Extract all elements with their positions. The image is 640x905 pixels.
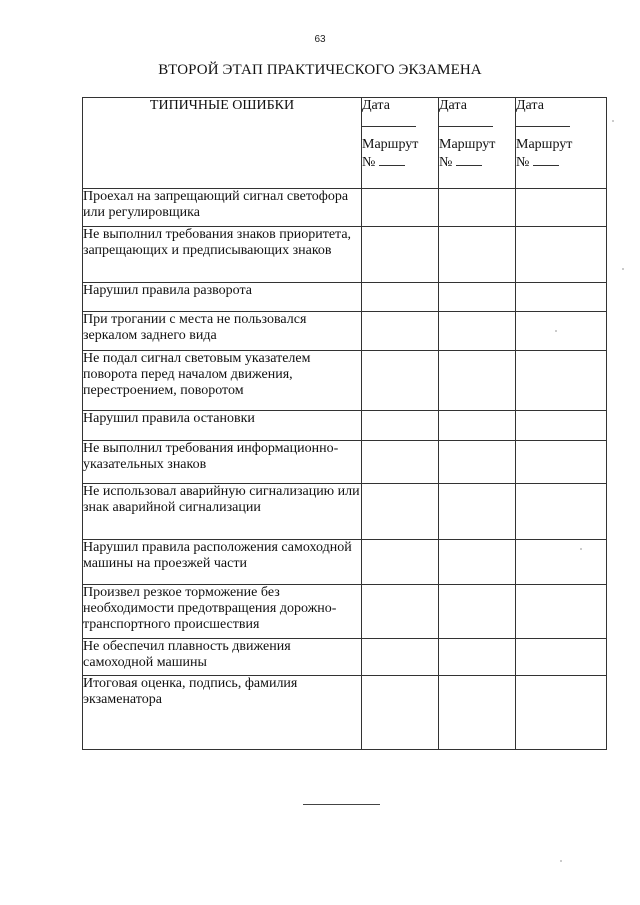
date-label: Дата <box>362 98 390 113</box>
number-sign: № <box>362 155 376 170</box>
mark-cell[interactable] <box>516 411 607 441</box>
mark-cell[interactable] <box>362 227 439 283</box>
error-description: При трогании с места не пользовался зеркалом заднего вида <box>83 312 362 351</box>
table-row <box>83 189 607 227</box>
mark-cell[interactable] <box>362 411 439 441</box>
table-row <box>83 227 607 283</box>
table-row <box>83 312 607 351</box>
error-description: Нарушил правила разворота <box>83 283 362 312</box>
mark-cell[interactable] <box>439 639 516 676</box>
error-description: Не выполнил требования знаков приоритета, запрещающих и предписывающих знаков <box>83 227 362 283</box>
mark-cell[interactable] <box>439 411 516 441</box>
signature-cell[interactable] <box>516 676 607 750</box>
table-row <box>83 283 607 312</box>
error-description: Не использовал аварийную сигнализацию или знак аварийной сигнализации <box>83 484 362 540</box>
date-column-header-1 <box>362 98 439 189</box>
route-number-field <box>362 153 438 171</box>
mark-cell[interactable] <box>439 441 516 484</box>
document-title: ВТОРОЙ ЭТАП ПРАКТИЧЕСКОГО ЭКЗАМЕНА <box>158 62 482 78</box>
mark-cell[interactable] <box>362 283 439 312</box>
mark-cell[interactable] <box>516 585 607 639</box>
mark-cell[interactable] <box>362 189 439 227</box>
date-column-header-3 <box>516 98 607 189</box>
page-number: 63 <box>314 34 326 45</box>
error-description: Не подал сигнал световым указателем поворота перед началом движения, перестроением, поворотом <box>83 351 362 411</box>
table-row <box>83 411 607 441</box>
mark-cell[interactable] <box>516 189 607 227</box>
date-blank-line <box>362 126 416 127</box>
signature-cell[interactable] <box>362 676 439 750</box>
error-description: Не выполнил требования информационно-указательных знаков <box>83 441 362 484</box>
error-description: Нарушил правила остановки <box>83 411 362 441</box>
date-column-header-2 <box>439 98 516 189</box>
route-label: Маршрут <box>362 137 419 152</box>
mark-cell[interactable] <box>439 585 516 639</box>
route-number-blank <box>379 153 405 166</box>
errors-column-header: ТИПИЧНЫЕ ОШИБКИ <box>83 98 362 189</box>
scan-speck <box>622 268 624 270</box>
mark-cell[interactable] <box>362 540 439 585</box>
mark-cell[interactable] <box>439 189 516 227</box>
number-sign: № <box>516 155 530 170</box>
route-number-blank <box>456 153 482 166</box>
error-description: Проехал на запрещающий сигнал светофора или регулировщика <box>83 189 362 227</box>
table-row <box>83 639 607 676</box>
date-blank-line <box>439 126 493 127</box>
route-number-field <box>439 153 515 171</box>
mark-cell[interactable] <box>516 312 607 351</box>
table-header-row <box>83 98 607 189</box>
date-label: Дата <box>439 98 467 113</box>
scan-speck <box>612 120 614 122</box>
mark-cell[interactable] <box>362 351 439 411</box>
mark-cell[interactable] <box>362 585 439 639</box>
scan-speck <box>555 330 557 332</box>
mark-cell[interactable] <box>516 441 607 484</box>
mark-cell[interactable] <box>362 484 439 540</box>
route-label: Маршрут <box>516 137 573 152</box>
mark-cell[interactable] <box>516 639 607 676</box>
total-label: Итоговая оценка, подпись, фамилия экзаменатора <box>83 676 362 750</box>
mark-cell[interactable] <box>362 639 439 676</box>
table-row <box>83 484 607 540</box>
error-description: Нарушил правила расположения самоходной машины на проезжей части <box>83 540 362 585</box>
mark-cell[interactable] <box>516 227 607 283</box>
mark-cell[interactable] <box>516 351 607 411</box>
mark-cell[interactable] <box>516 540 607 585</box>
table-row <box>83 441 607 484</box>
mark-cell[interactable] <box>439 484 516 540</box>
scan-speck <box>560 860 562 862</box>
route-label: Маршрут <box>439 137 496 152</box>
error-description: Произвел резкое торможение без необходимости предотвращения дорожно-транспортного происшествия <box>83 585 362 639</box>
date-label: Дата <box>516 98 544 113</box>
mark-cell[interactable] <box>439 540 516 585</box>
exam-errors-table <box>82 97 607 750</box>
total-row <box>83 676 607 750</box>
mark-cell[interactable] <box>439 351 516 411</box>
table-row <box>83 351 607 411</box>
mark-cell[interactable] <box>516 283 607 312</box>
number-sign: № <box>439 155 453 170</box>
mark-cell[interactable] <box>439 283 516 312</box>
footnote-separator <box>303 804 380 805</box>
date-blank-line <box>516 126 570 127</box>
route-number-field <box>516 153 606 171</box>
scan-speck <box>580 548 582 550</box>
route-number-blank <box>533 153 559 166</box>
table-row <box>83 540 607 585</box>
mark-cell[interactable] <box>362 441 439 484</box>
mark-cell[interactable] <box>516 484 607 540</box>
error-description: Не обеспечил плавность движения самоходной машины <box>83 639 362 676</box>
signature-cell[interactable] <box>439 676 516 750</box>
table-row <box>83 585 607 639</box>
mark-cell[interactable] <box>362 312 439 351</box>
mark-cell[interactable] <box>439 312 516 351</box>
mark-cell[interactable] <box>439 227 516 283</box>
